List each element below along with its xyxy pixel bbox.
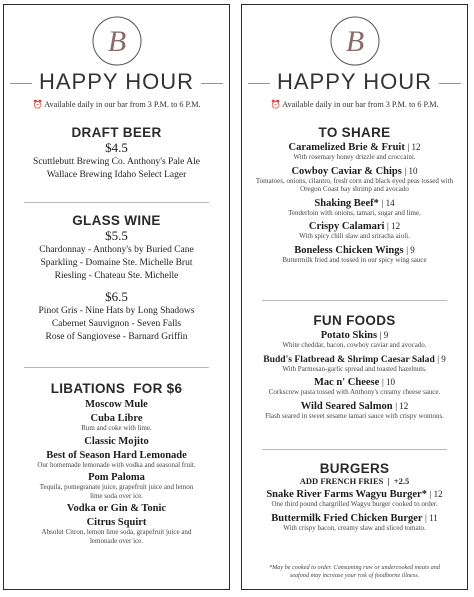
menu-item (242, 166, 467, 177)
fun-foods-section (242, 313, 467, 420)
menu-item-name: Pom Paloma (88, 472, 145, 483)
menu-item (242, 513, 467, 524)
menu-item-desc: White cheddar, bacon, cowboy caviar and avocado. (282, 341, 427, 349)
menu-item-name: Cuba Libre (90, 413, 143, 424)
menu-item-name: Buttermilk Fried Chicken Burger (271, 512, 423, 524)
menu-item-name: Classic Mojito (84, 435, 149, 447)
menu-item-price: | 10 (381, 377, 395, 387)
menu-item-desc: Absolut Citron, lemon lime soda, grapefruit juice and lemonade over ice. (41, 528, 192, 545)
b-logo-icon (91, 15, 143, 67)
menu-item-name: Potato Skins (320, 330, 378, 341)
footnote (242, 564, 467, 579)
menu-item-price: | 9 (437, 353, 446, 364)
menu-item (242, 489, 467, 500)
list-item: Sparkling - Domaine Ste. Michelle Brut (40, 258, 193, 268)
glass-wine-section (4, 213, 229, 344)
menu-item (242, 377, 467, 388)
clock-icon: ⏰ (32, 100, 43, 109)
menu-item (242, 142, 467, 153)
menu-item (242, 245, 467, 256)
availability-text: Available daily in our bar from 3 P.M. to 6 P.M. (44, 100, 201, 109)
menu-item-name: Boneless Chicken Wings (294, 244, 404, 256)
menu-item-name: Cowboy Caviar & Chips (291, 165, 402, 177)
menu-item-desc: Corkscrew pasta tossed with Anthony's creamy cheese sauce. (268, 388, 441, 396)
page-title: HAPPY HOUR (276, 69, 433, 94)
section-heading: TO SHARE (318, 125, 391, 140)
menu-item-name: Snake River Farms Wagyu Burger* (266, 489, 427, 500)
menu-item-desc: With rosemary honey drizzle and croccaini. (293, 153, 416, 161)
menu-item-desc: With Parmesan-garlic spread and toasted hazelnuts. (282, 364, 427, 373)
list-item: Chardonnay - Anthony's by Buried Cane (39, 245, 194, 255)
menu-item-price: | 12 (395, 400, 409, 411)
menu-item-price: | 12 (407, 142, 421, 152)
section-heading: LIBATIONS FOR $6 (50, 381, 183, 396)
menu-item-name: Budd's Flatbread & Shrimp Caesar Salad (263, 353, 435, 365)
svg-text:B: B (345, 25, 364, 58)
divider (24, 367, 209, 368)
menu-item (242, 401, 467, 412)
list-item: Wallace Brewing Idaho Select Lager (46, 170, 187, 180)
list-item: Riesling - Chateau Ste. Michelle (54, 271, 179, 281)
availability-note (4, 100, 229, 110)
menu-item-desc: Our homemade lemonade with vodka and seasonal fruit. (37, 460, 196, 469)
section-heading: DRAFT BEER (71, 125, 162, 140)
section-heading: BURGERS (319, 461, 390, 476)
menu-item-desc: With crispy bacon, creamy slaw and sliced tomato. (283, 523, 426, 532)
menu-item-name: Best of Season Hard Lemonade (46, 449, 187, 461)
price: $6.5 (105, 289, 128, 304)
price: $4.5 (105, 140, 128, 155)
list-item: Pinot Gris - Nine Hats by Long Shadows (38, 306, 195, 316)
menu-item-name: Caramelized Brie & Fruit (288, 142, 405, 153)
draft-beer-section (4, 125, 229, 182)
burgers-section (242, 461, 467, 532)
b-logo-icon (329, 15, 381, 67)
menu-item-name: Vodka or Gin & Tonic (66, 503, 167, 514)
menu-item-price: | 12 (387, 221, 401, 231)
availability-note (242, 100, 467, 110)
menu-item-name: Mac n' Cheese (313, 377, 380, 388)
menu-item-desc: Rum and coke with lime. (81, 424, 152, 432)
menu-item-name: Citrus Squirt (86, 517, 147, 528)
menu-item-desc: One third pound chargrilled Wagyu burger cooked to order. (271, 500, 438, 508)
divider (24, 202, 209, 203)
to-share-section (242, 125, 467, 264)
left-menu-panel (3, 4, 230, 590)
menu-item-desc: Tomatoes, onions, cilantro, fresh corn and black eyed peas tossed with Oregon Coast bay shrimp and avocado (255, 176, 454, 193)
menu-item-name: Shaking Beef* (314, 197, 379, 209)
menu-item-name: Crispy Calamari (308, 221, 385, 232)
price: $5.5 (105, 228, 128, 243)
menu-item-price: | 12 (429, 489, 443, 499)
list-item: Rose of Sangiovese - Barnard Griffin (45, 332, 188, 342)
list-item: Cabernet Sauvignon - Seven Falls (51, 319, 182, 329)
menu-item-desc: Buttermilk fried and tossed in our spicy wing sauce (282, 255, 427, 264)
menu-item (242, 330, 467, 341)
menu-item-price: | 11 (425, 512, 438, 523)
menu-item (242, 221, 467, 232)
menu-item-price: | 10 (404, 165, 418, 176)
list-item: Scuttlebutt Brewing Co. Anthony's Pale Ale (33, 157, 200, 167)
menu-item-name: Wild Seared Salmon (300, 400, 393, 412)
menu-item-desc: Tenderloin with onions, tamari, sugar and lime. (288, 208, 421, 217)
menu-item-name: Moscow Mule (85, 399, 148, 410)
page-title: HAPPY HOUR (38, 69, 195, 94)
menu-item-price: | 9 (406, 244, 415, 255)
menu-item-desc: Tequila, pomegranate juice, grapefruit juice and lemon lime soda over ice. (39, 483, 194, 500)
right-menu-panel (241, 4, 468, 590)
menu-item (242, 198, 467, 209)
availability-text: Available daily in our bar from 3 P.M. to 6 P.M. (282, 100, 439, 109)
section-heading: FUN FOODS (313, 313, 396, 328)
libations-section (4, 381, 229, 545)
footnote-text: *May be cooked to order. Consuming raw or undercooked meats and seafood may increase your risk of foodborne illness. (269, 564, 440, 579)
section-heading: GLASS WINE (72, 213, 161, 228)
menu-item-desc: With spicy chili slaw and sriracha aioli. (299, 232, 410, 240)
clock-icon: ⏰ (270, 100, 281, 109)
divider (262, 300, 447, 301)
menu-item-price: | 9 (379, 330, 389, 340)
menu-item-desc: Flash seared in sweet sesame tamari sauce with crispy wontons. (265, 411, 444, 420)
title-rule-right (439, 83, 461, 84)
add-fries-note: ADD FRENCH FRIES | +2.5 (299, 476, 410, 486)
svg-text:B: B (107, 25, 126, 58)
menu-item (242, 354, 467, 365)
title-rule-right (201, 83, 223, 84)
menu-item-price: | 14 (381, 197, 395, 208)
divider (262, 449, 447, 450)
